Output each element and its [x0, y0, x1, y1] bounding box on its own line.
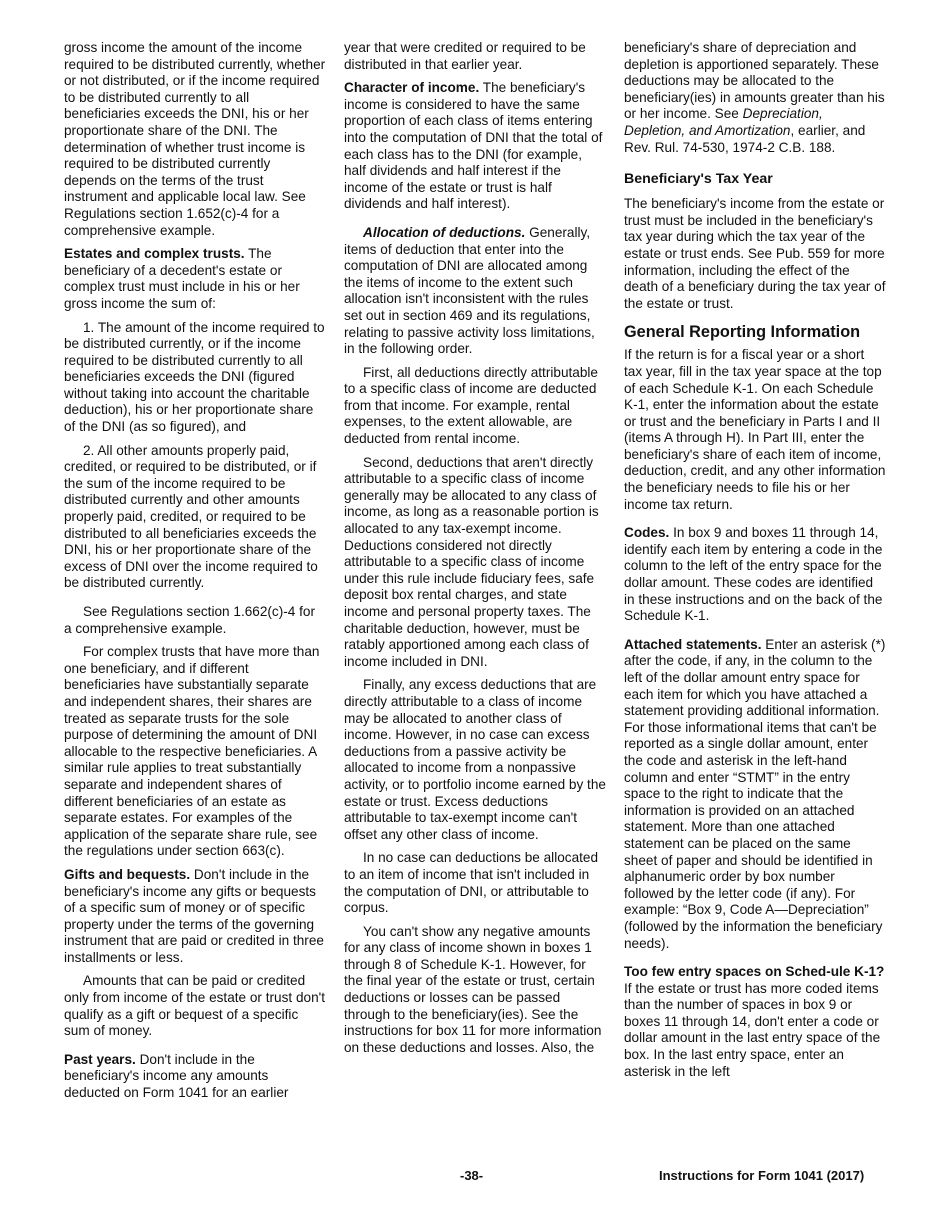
form-title: Instructions for Form 1041 (2017)	[659, 1168, 865, 1183]
run-in-heading: Attached statements.	[624, 636, 762, 652]
run-in-heading: Codes.	[624, 525, 670, 541]
paragraph-estates: Estates and complex trusts. The beneficiary of a decedent's estate or complex trust must include in his or her gross income the sum of:	[64, 246, 300, 311]
run-in-heading: Character of income.	[344, 80, 480, 96]
run-in-heading: Estates and complex trusts.	[64, 246, 245, 262]
run-in-heading: Past years.	[64, 1051, 136, 1067]
section-heading: General Reporting Information	[624, 323, 861, 342]
paragraph: Finally, any excess deductions that are directly attributable to a class of income may be allocated to another class of income. However, in no case can excess deductions from a passive activity be allocated to income from a nonpassive activity, or to portfolio income earned by the estate or trust. Excess deductions attributable to tax-exempt income can't offset any other class of income.	[344, 677, 606, 842]
page-number: -38-	[460, 1168, 484, 1183]
paragraph: year that were credited or required to be distributed in that earlier year.	[344, 40, 586, 72]
run-in-heading: Gifts and bequests.	[64, 866, 191, 882]
paragraph-too-few: Too few entry spaces on Sched-ule K-1? If the estate or trust has more coded items than the number of spaces in box 9 or boxes 11 through 14, don't enter a code or dollar amount in the last entry space of the box. In the last entry space, enter an asterisk in the left	[624, 964, 885, 1079]
section-heading: Beneficiary's Tax Year	[624, 171, 773, 188]
paragraph-codes: Codes. In box 9 and boxes 11 through 14, identify each item by entering a code in the column to the left of the entry space for the dollar amount. These codes are identified in these instructions and on the back of the Schedule K-1.	[624, 525, 883, 624]
paragraph: gross income the amount of the income required to be distributed currently, whether or not distributed, or if the income required to be distributed currently to all beneficiaries exceeds the DNI, his or her proportionate share of the DNI. The determination of whether trust income is required to be distributed currently depends on the terms of the trust instrument and applicable local law. See Regulations section 1.652(c)-4 for a comprehensive example.	[64, 40, 326, 238]
paragraph: See Regulations section 1.662(c)-4 for a comprehensive example.	[64, 604, 315, 636]
list-item: 2. All other amounts properly paid, credited, or required to be distributed, or if the sum of the income required to be distributed currently and other amounts properly paid, credited, or required to be distributed to all beneficiaries exceeds the DNI, his or her proportionate share of the excess of DNI over the income required to be distributed currently.	[64, 442, 318, 591]
paragraph: Amounts that can be paid or credited only from income of the estate or trust don't qualify as a gift or bequest of a specific sum of money.	[64, 973, 326, 1039]
paragraph-past-years: Past years. Don't include in the beneficiary's income any amounts deducted on Form 1041 for an earlier	[64, 1051, 289, 1101]
paragraph: Second, deductions that aren't directly attributable to a specific class of income generally may be allocated to any class of income, as long as a reasonable portion is allocated to any tax-exempt income. Deductions considered not directly attributable to a specific class of income under this rule include fiduciary fees, safe deposit box rental charges, and state income and personal property taxes. The charitable deduction, however, must be ratably apportioned among each class of income included in DNI.	[344, 454, 599, 669]
paragraph: You can't show any negative amounts for any class of income shown in boxes 1 through 8 of Schedule K-1. However, for the final year of the estate or trust, certain deductions or losses can be passed through to the beneficiary(ies). See the instructions for box 11 for more information on these deductions and losses. Also, the	[344, 923, 602, 1055]
paragraph-attached: Attached statements. Enter an asterisk (*) after the code, if any, in the column to the left of the dollar amount entry space for each item for which you have attached a statement providing additional information. For those informational items that can't be reported as a single dollar amount, enter the code and asterisk in the left-hand column and enter “STMT” in the entry space to the right to indicate that the information is provided on an attached statement. More than one attached statement can be placed on the same sheet of paper and should be identified in alphanumeric order by box number followed by the letter code (if any). For example: “Box 9, Code A—Depreciation” (followed by the information the beneficiary needs).	[624, 636, 886, 951]
text-column-2	[344, 40, 606, 1063]
paragraph: In no case can deductions be allocated to an item of income that isn't included in the computation of DNI, or attributable to corpus.	[344, 850, 599, 916]
paragraph-character: Character of income. The beneficiary's income is considered to have the same proportion of each class of items entering into the computation of DNI that the total of each class has to the DNI (for example, half dividends and half interest if the income of the estate or trust is half dividends and half interest).	[344, 80, 603, 212]
paragraph: First, all deductions directly attributable to a specific class of income are deducted from that income. For example, rental expenses, to the extent allowable, are deducted from rental income.	[344, 364, 598, 447]
paragraph-gifts: Gifts and bequests. Don't include in the beneficiary's income any gifts or bequests of a specific sum of money or of specific property under the terms of the governing instrument that are paid or credited in three installments or less.	[64, 866, 324, 965]
text-column-3	[624, 40, 886, 1087]
list-item: 1. The amount of the income required to be distributed currently, or if the income required to be distributed currently to all beneficiaries exceeds the DNI (figured without taking into account the charitable deduction), his or her proportionate share of the DNI (as so figured), and	[64, 319, 325, 435]
paragraph: beneficiary's share of depreciation and depletion is apportioned separately. These deductions may be allocated to the beneficiary(ies) in amounts greater than his or her income. See Depreciation, Depletion, and Amortization, earlier, and Rev. Rul. 74-530, 1974-2 C.B. 188.	[624, 40, 885, 155]
paragraph-allocation: Allocation of deductions. Generally, items of deduction that enter into the computation of DNI are allocated among the items of income to the extent such allocation isn't inconsistent with the rules set out in section 469 and its regulations, relating to passive activity loss limitations, in the following order.	[344, 224, 595, 357]
paragraph: If the return is for a fiscal year or a short tax year, fill in the tax year space at the top of each Schedule K-1. On each Schedule K-1, enter the information about the estate or trust and the beneficiary in Parts I and II (items A through H). In Part III, enter the beneficiary's share of each item of income, deduction, credit, and any other information the beneficiary needs to file his or her income tax return.	[624, 347, 886, 512]
run-in-heading: Too few entry spaces on Sched-ule K-1?	[624, 964, 885, 980]
paragraph: For complex trusts that have more than one beneficiary, and if different beneficiaries have substantially separate and independent shares, their shares are treated as separate trusts for the sole purpose of determining the amount of DNI allocable to the respective beneficiaries. A similar rule applies to treat substantially separate and independent shares of different beneficiaries of an estate as separate estates. For examples of the application of the separate share rule, see the regulations under section 663(c).	[64, 644, 320, 859]
run-in-heading: Allocation of deductions.	[363, 224, 526, 240]
paragraph: The beneficiary's income from the estate or trust must be included in the beneficiary's tax year during which the tax year of the estate or trust ends. See Pub. 559 for more information, including the effect of the death of a beneficiary during the tax year of the estate or trust.	[624, 196, 886, 311]
text-column-1	[64, 40, 326, 1109]
